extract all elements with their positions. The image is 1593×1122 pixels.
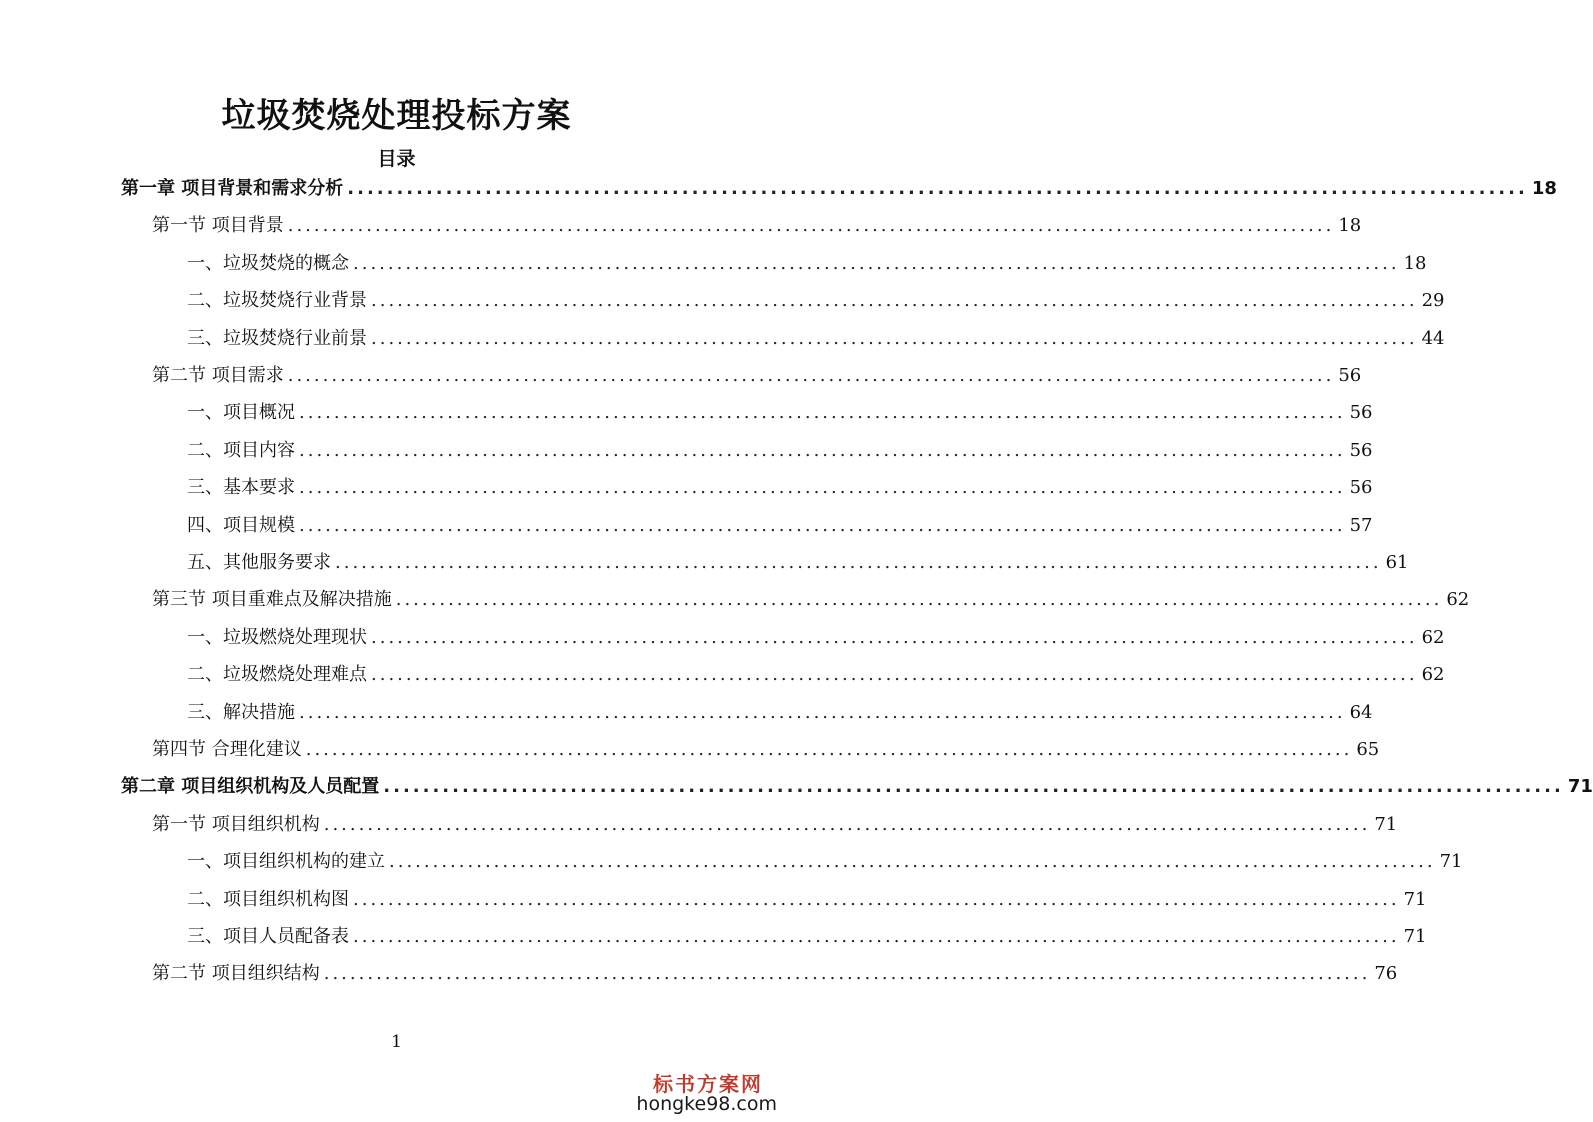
toc-entry[interactable] bbox=[152, 735, 1380, 765]
toc-entry[interactable] bbox=[152, 585, 1470, 615]
toc-entry[interactable] bbox=[187, 436, 1373, 466]
toc-entry-label: 一、垃圾焚烧的概念 bbox=[187, 252, 349, 274]
toc-entry[interactable] bbox=[187, 548, 1409, 578]
toc-entry-label: 一、垃圾燃烧处理现状 bbox=[187, 626, 367, 648]
toc-entry-label: 第二节 项目组织结构 bbox=[152, 963, 320, 985]
toc-entry-label: 一、项目概况 bbox=[187, 402, 295, 424]
toc-entry-label: 三、基本要求 bbox=[187, 477, 295, 499]
toc-entry[interactable] bbox=[152, 810, 1398, 840]
toc-entry-label: 二、项目内容 bbox=[187, 439, 295, 461]
toc-entry-page: 71 bbox=[1567, 776, 1593, 798]
toc-entry-page: 71 bbox=[1403, 926, 1427, 947]
toc-dot-leader: ........................................................................................................................ bbox=[287, 365, 1335, 386]
toc-entry[interactable] bbox=[187, 249, 1427, 279]
toc-entry-page: 18 bbox=[1403, 252, 1427, 274]
toc-dot-leader: ........................................................................................................................ bbox=[323, 963, 1371, 985]
toc-entry[interactable] bbox=[187, 286, 1445, 316]
toc-entry-page: 56 bbox=[1349, 402, 1373, 424]
toc-dot-leader: ........................................................................................................................ bbox=[287, 215, 1335, 237]
toc-dot-leader: ........................................................................................................................ bbox=[383, 776, 1564, 798]
toc-dot-leader: ........................................................................................................................ bbox=[395, 589, 1443, 611]
toc-entry-label: 第四节 合理化建议 bbox=[152, 739, 302, 760]
toc-entry-label: 四、项目规模 bbox=[187, 514, 295, 536]
toc-entry-page: 29 bbox=[1421, 290, 1445, 312]
toc-entry[interactable] bbox=[187, 660, 1445, 690]
toc-dot-leader: ........................................................................................................................ bbox=[371, 626, 1418, 648]
toc-entry-label: 三、解决措施 bbox=[187, 701, 295, 723]
toc-entry-page: 57 bbox=[1349, 514, 1373, 536]
toc-dot-leader: ........................................................................................................................ bbox=[323, 813, 1371, 835]
toc-dot-leader: ........................................................................................................................ bbox=[347, 178, 1528, 199]
toc-entry[interactable] bbox=[187, 847, 1463, 877]
toc-entry-label: 第三节 项目重难点及解决措施 bbox=[152, 589, 392, 611]
toc-entry-page: 44 bbox=[1421, 327, 1445, 349]
document-title: 垃圾焚烧处理投标方案 bbox=[221, 96, 572, 136]
toc-entry-page: 56 bbox=[1349, 439, 1373, 461]
toc-dot-leader: ........................................................................................................................ bbox=[299, 477, 1346, 499]
toc-entry-page: 64 bbox=[1349, 701, 1373, 723]
toc-entry[interactable] bbox=[121, 772, 1593, 802]
toc-dot-leader: ........................................................................................................................ bbox=[305, 739, 1353, 760]
toc-entry-page: 71 bbox=[1374, 813, 1398, 835]
toc-entry-label: 一、项目组织机构的建立 bbox=[187, 851, 385, 873]
toc-entry-page: 62 bbox=[1446, 589, 1470, 611]
toc-entry[interactable] bbox=[152, 959, 1398, 989]
toc-entry[interactable] bbox=[187, 511, 1373, 541]
toc-entry[interactable] bbox=[187, 324, 1445, 354]
page-number: 1 bbox=[391, 1032, 402, 1052]
toc-dot-leader: ........................................................................................................................ bbox=[299, 439, 1346, 461]
watermark-url: hongke98.com bbox=[636, 1093, 777, 1115]
toc-dot-leader: ........................................................................................................................ bbox=[299, 402, 1346, 424]
toc-dot-leader: ........................................................................................................................ bbox=[353, 888, 1400, 910]
toc-entry-page: 76 bbox=[1374, 963, 1398, 985]
toc-dot-leader: ........................................................................................................................ bbox=[371, 290, 1418, 312]
toc-dot-leader: ........................................................................................................................ bbox=[389, 851, 1436, 873]
toc-dot-leader: ........................................................................................................................ bbox=[299, 701, 1346, 723]
toc-entry[interactable] bbox=[187, 922, 1427, 952]
toc-entry-label: 三、垃圾焚烧行业前景 bbox=[187, 327, 367, 349]
toc-entry-label: 第一节 项目组织机构 bbox=[152, 813, 320, 835]
toc-entry-label: 二、垃圾焚烧行业背景 bbox=[187, 290, 367, 312]
toc-dot-leader: ........................................................................................................................ bbox=[353, 252, 1400, 274]
toc-entry[interactable] bbox=[187, 623, 1445, 653]
toc-entry-page: 56 bbox=[1338, 365, 1362, 386]
toc-entry[interactable] bbox=[187, 885, 1427, 915]
toc-entry[interactable] bbox=[152, 211, 1362, 241]
toc-entry-label: 三、项目人员配备表 bbox=[187, 926, 349, 947]
toc-entry-page: 18 bbox=[1338, 215, 1362, 237]
toc-dot-leader: ........................................................................................................................ bbox=[335, 552, 1382, 573]
toc-entry[interactable] bbox=[187, 698, 1373, 728]
toc-entry-page: 62 bbox=[1421, 626, 1445, 648]
toc-entry-label: 五、其他服务要求 bbox=[187, 552, 331, 573]
watermark-site-name: 标书方案网 bbox=[653, 1072, 763, 1096]
toc-entry-label: 第一节 项目背景 bbox=[152, 215, 284, 237]
toc-dot-leader: ........................................................................................................................ bbox=[371, 664, 1418, 686]
toc-dot-leader: ........................................................................................................................ bbox=[353, 926, 1400, 947]
toc-entry-page: 71 bbox=[1439, 851, 1463, 873]
toc-entry-page: 56 bbox=[1349, 477, 1373, 499]
toc-entry-page: 61 bbox=[1385, 552, 1409, 573]
toc-entry-label: 第二节 项目需求 bbox=[152, 365, 284, 386]
toc-entry[interactable] bbox=[152, 361, 1362, 391]
toc-entry-label: 第二章 项目组织机构及人员配置 bbox=[121, 776, 380, 798]
toc-dot-leader: ........................................................................................................................ bbox=[371, 327, 1418, 349]
toc-entry[interactable] bbox=[187, 473, 1373, 503]
toc-entry-label: 二、项目组织机构图 bbox=[187, 888, 349, 910]
toc-entry-page: 18 bbox=[1531, 178, 1557, 199]
toc-entry[interactable] bbox=[121, 174, 1557, 204]
toc-dot-leader: ........................................................................................................................ bbox=[299, 514, 1346, 536]
toc-entry-page: 62 bbox=[1421, 664, 1445, 686]
toc-entry-label: 二、垃圾燃烧处理难点 bbox=[187, 664, 367, 686]
toc-entry[interactable] bbox=[187, 398, 1373, 428]
toc-entry-page: 65 bbox=[1356, 739, 1380, 760]
toc-heading: 目录 bbox=[377, 148, 416, 170]
toc-entry-label: 第一章 项目背景和需求分析 bbox=[121, 178, 344, 199]
toc-entry-page: 71 bbox=[1403, 888, 1427, 910]
